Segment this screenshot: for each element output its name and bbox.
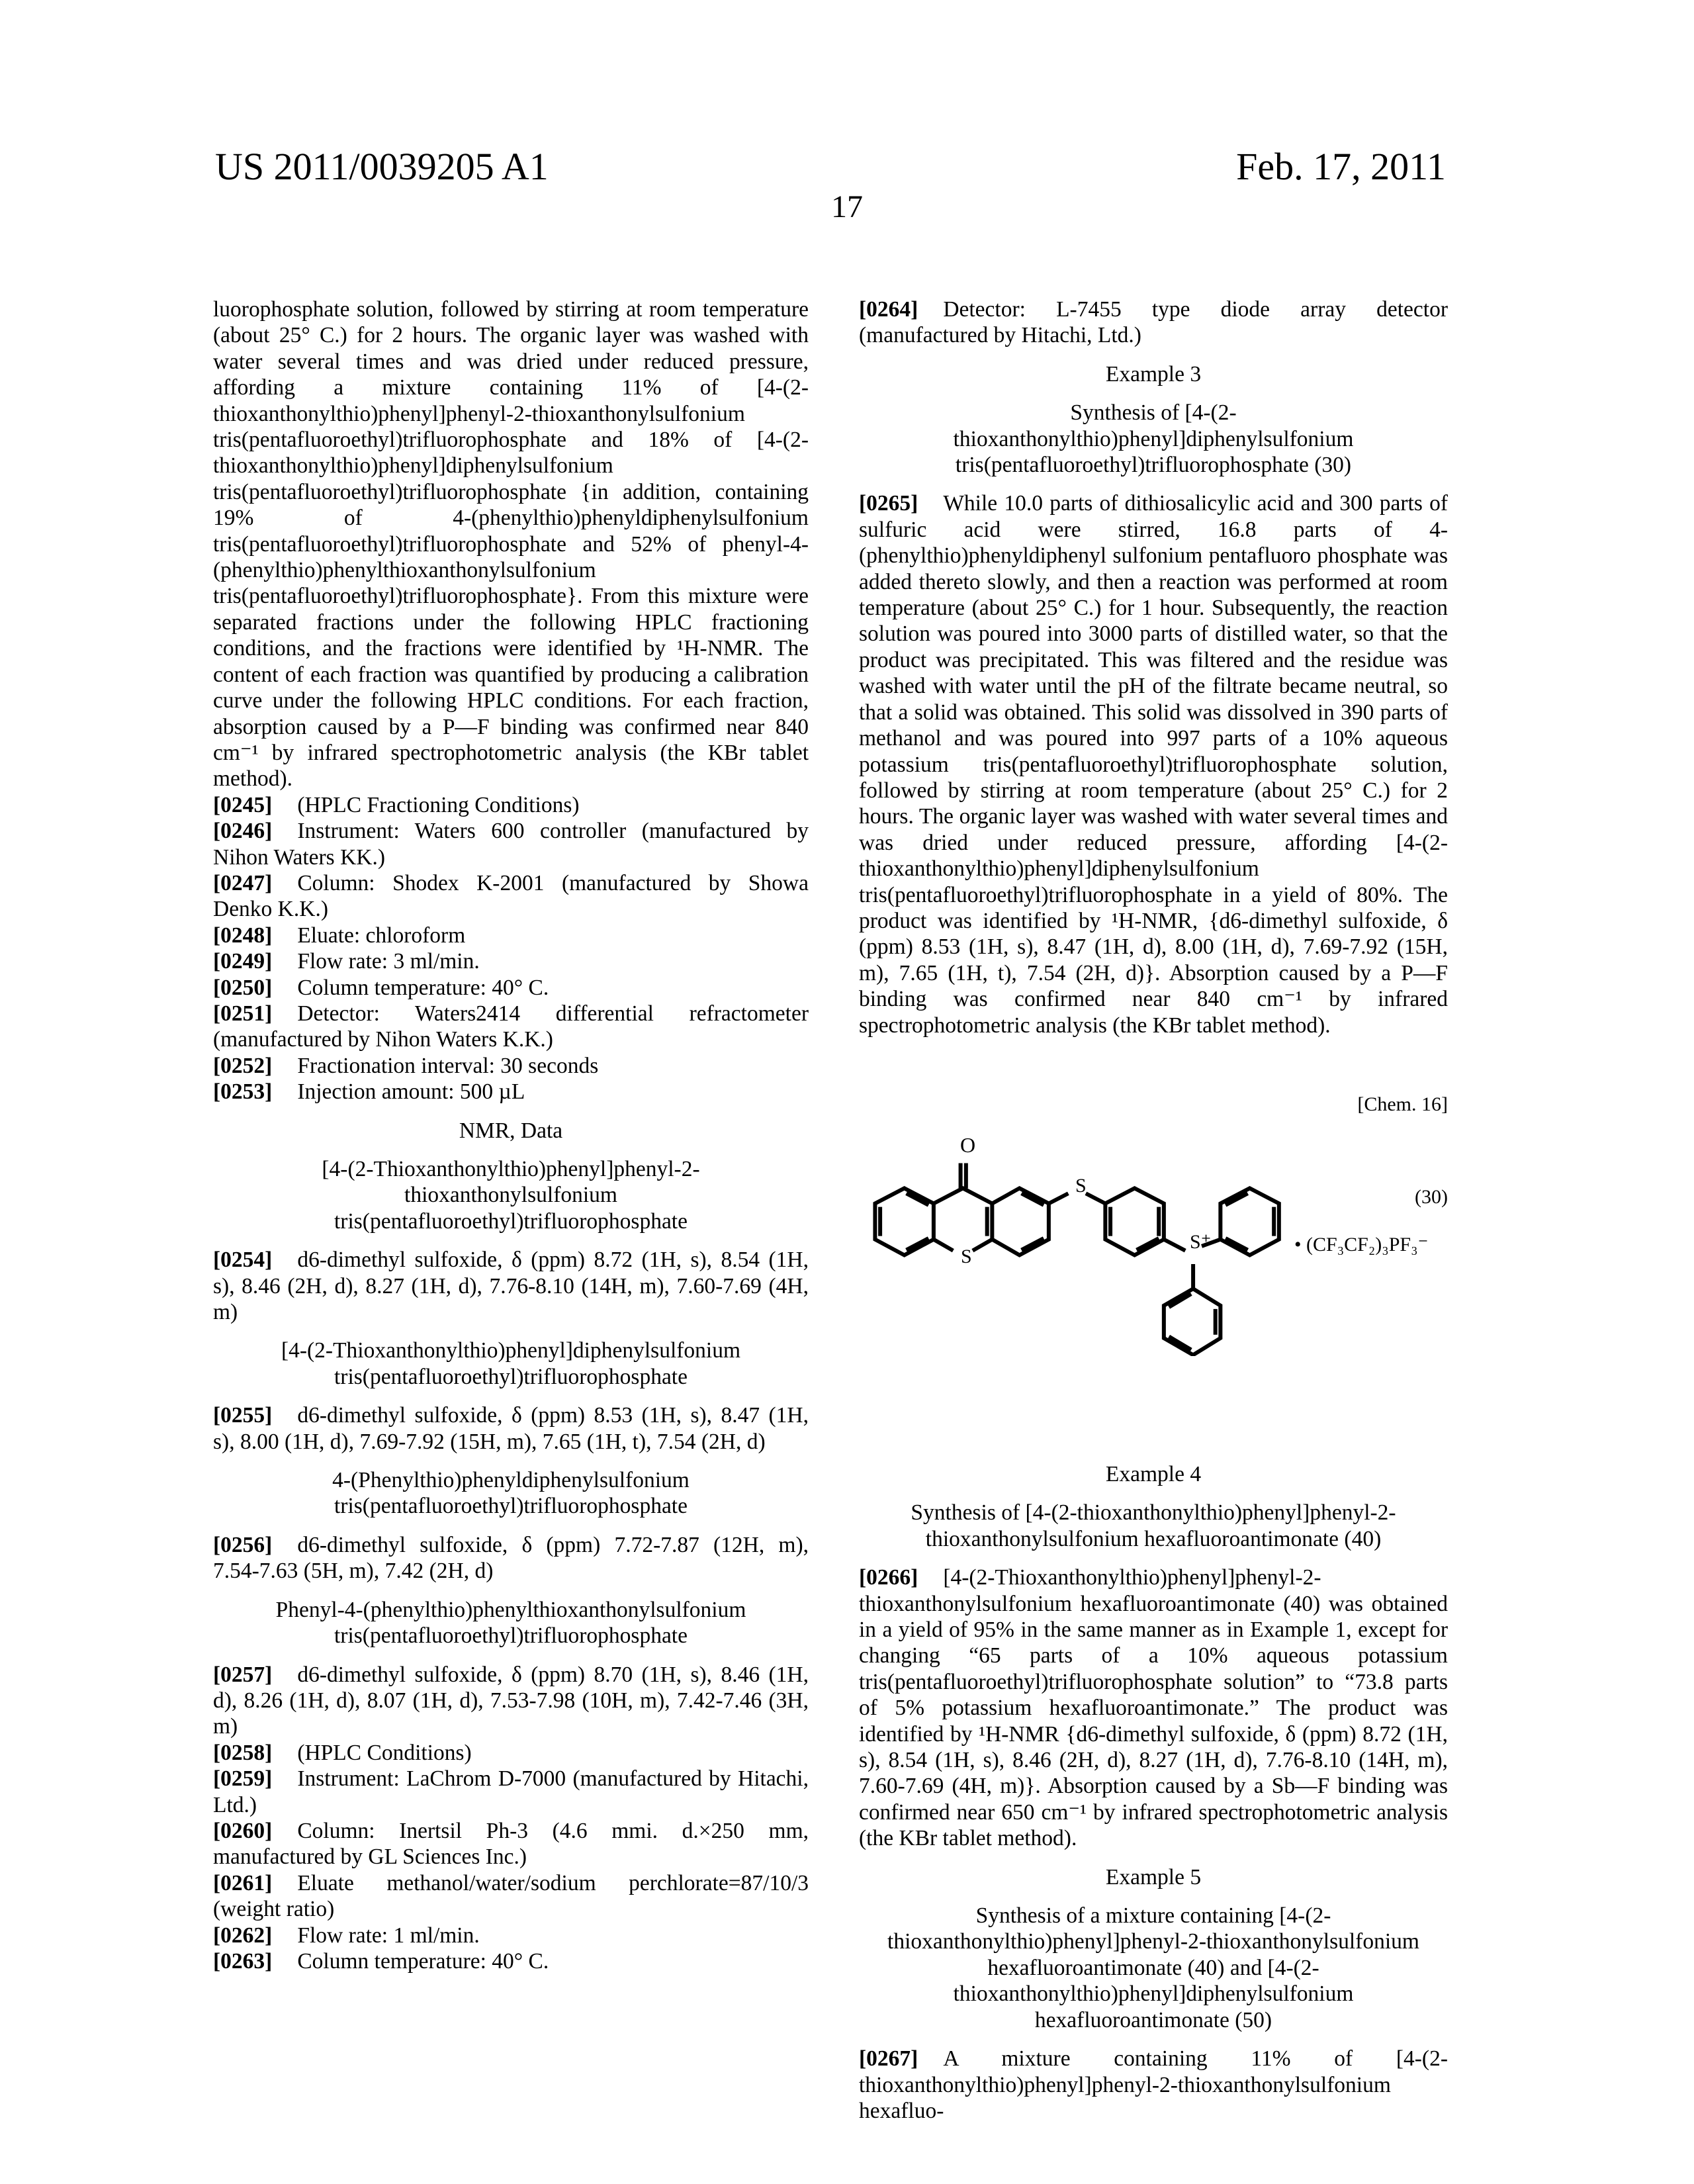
numbered-paragraph	[213, 1740, 809, 1766]
ring-b-top	[934, 1188, 992, 1203]
section-heading: Synthesis of a mixture containing [4-(2-thioxanthonylthio)phenyl]phenyl-2-thioxanthonylsulfonium hexafluoroantimonate (40) and [4-(2-thioxanthonylthio)phenyl]diphenylsulfonium hexafluoroantimonate (50)	[885, 1903, 1421, 2033]
numbered-paragraph	[213, 792, 809, 818]
numbered-paragraph	[213, 1766, 809, 1818]
section-heading: [4-(2-Thioxanthonylthio)phenyl]phenyl-2-thioxanthonylsulfonium tris(pentafluoroethyl)trifluorophosphate	[240, 1156, 782, 1234]
paragraph-number: [0260]	[213, 1819, 272, 1843]
ring-d	[1105, 1188, 1163, 1255]
numbered-paragraph	[213, 1247, 809, 1325]
paragraph-text: d6-dimethyl sulfoxide, δ (ppm) 8.53 (1H, s), 8.47 (1H, s), 8.00 (1H, d), 7.69-7.92 (15H, m), 7.65 (1H, t), 7.54 (2H, d)	[213, 1403, 809, 1453]
paragraph-number: [0256]	[213, 1533, 272, 1557]
atom-sulfur-ring: S	[961, 1244, 972, 1269]
paragraph-text: Flow rate: 3 ml/min.	[297, 949, 479, 974]
paragraph-number: [0253]	[213, 1079, 272, 1104]
section-heading: [4-(2-Thioxanthonylthio)phenyl]diphenylsulfonium tris(pentafluoroethyl)trifluorophosphate	[240, 1338, 782, 1390]
numbered-paragraph	[213, 1001, 809, 1053]
paragraph-text: d6-dimethyl sulfoxide, δ (ppm) 8.72 (1H, s), 8.54 (1H, s), 8.46 (2H, d), 8.27 (1H, d), 7.76-8.10 (14H, m), 7.60-7.69 (4H, m)	[213, 1248, 809, 1324]
ring-e	[1220, 1188, 1278, 1255]
left-column	[213, 296, 809, 1974]
paragraph-text: Flow rate: 1 ml/min.	[297, 1923, 479, 1948]
numbered-paragraph	[213, 975, 809, 1001]
paragraph-text: Column: Inertsil Ph-3 (4.6 mmi. d.×250 mm, manufactured by GL Sciences Inc.)	[213, 1819, 809, 1869]
section-heading: NMR, Data	[240, 1118, 782, 1144]
example-heading: Example 5	[859, 1864, 1448, 1890]
ring-a	[875, 1188, 933, 1255]
paragraph-text: Instrument: LaChrom D-7000 (manufactured by Hitachi, Ltd.)	[213, 1766, 809, 1817]
paragraph-text: Detector: Waters2414 differential refractometer (manufactured by Nihon Waters K.K.)	[213, 1001, 809, 1052]
paragraph-number: [0247]	[213, 871, 272, 895]
atom-sulfonium: S⁺	[1190, 1229, 1212, 1255]
numbered-paragraph	[213, 923, 809, 948]
paragraph-text: d6-dimethyl sulfoxide, δ (ppm) 8.70 (1H, s), 8.46 (1H, d), 8.26 (1H, d), 8.07 (1H, d), 7.53-7.98 (10H, m), 7.42-7.46 (3H, m)	[213, 1662, 809, 1739]
paragraph-text: While 10.0 parts of dithiosalicylic acid and 300 parts of sulfuric acid were stirred, 16.8 parts of 4-(phenylthio)phenyldiphenyl sulfonium pentafluoro phosphate was added thereto slowly, and then a reaction was performed at room temperature (about 25° C.) for 1 hour. Subsequently, the reaction solution was poured into 3000 parts of distilled water, so that the product was precipitated. This was filtered and the residue was washed with water until the pH of the filtrate became neutral, so that a solid was obtained. This solid was dissolved in 390 parts of methanol and was poured into 997 parts of a 10% aqueous potassium tris(pentafluoroethyl)trifluorophosphate solution, followed by stirring at room temperature (about 25° C.) for 2 hours. The organic layer was washed with water several times and was dried under reduced pressure, affording [4-(2-thioxanthonylthio)phenyl]diphenylsulfonium tris(pentafluoroethyl)trifluorophosphate in a yield of 80%. The product was identified by ¹H-NMR, {d6-dimethyl sulfoxide, δ (ppm) 8.53 (1H, s), 8.47 (1H, d), 8.00 (1H, d), 7.69-7.92 (15H, m), 7.65 (1H, t), 7.54 (2H, d)}. Absorption caused by a P—F binding was confirmed near 840 cm⁻¹ by infrared spectrophotometric analysis (the KBr tablet method).	[859, 491, 1448, 1037]
numbered-paragraph	[213, 818, 809, 870]
paragraph-number: [0259]	[213, 1766, 272, 1791]
paragraph-number: [0252]	[213, 1054, 272, 1078]
page-number: 17	[0, 189, 1694, 225]
paragraph-text: Detector: L-7455 type diode array detector (manufactured by Hitachi, Ltd.)	[859, 297, 1448, 347]
paragraph-number: [0257]	[213, 1662, 272, 1687]
right-bottom-text	[859, 1461, 1448, 2124]
paragraph-number: [0245]	[213, 793, 272, 817]
numbered-paragraph	[213, 1948, 809, 1974]
paragraph-number: [0262]	[213, 1923, 272, 1948]
numbered-paragraph	[213, 1923, 809, 1948]
paragraph-number: [0265]	[859, 491, 918, 516]
paragraph-number: [0251]	[213, 1001, 272, 1026]
paragraph-text: Instrument: Waters 600 controller (manufactured by Nihon Waters KK.)	[213, 819, 809, 869]
paragraph-text: (HPLC Conditions)	[297, 1741, 471, 1765]
paragraph-number: [0267]	[859, 2046, 918, 2071]
ring-c	[992, 1188, 1049, 1255]
numbered-paragraph	[213, 1532, 809, 1584]
section-heading: Phenyl-4-(phenylthio)phenylthioxanthonylsulfonium tris(pentafluoroethyl)trifluorophosphate	[240, 1597, 782, 1649]
paragraph-number: [0249]	[213, 949, 272, 974]
numbered-paragraph	[213, 1870, 809, 1923]
paragraph-text: (HPLC Fractioning Conditions)	[297, 793, 579, 817]
structure-drawing	[854, 1091, 1462, 1356]
publication-date: Feb. 17, 2011	[1236, 144, 1446, 189]
atom-sulfur-bridge: S	[1075, 1173, 1087, 1199]
numbered-paragraph	[213, 1079, 809, 1105]
numbered-paragraph	[213, 1402, 809, 1455]
section-heading: Synthesis of [4-(2-thioxanthonylthio)phenyl]phenyl-2-thioxanthonylsulfonium hexafluoroantimonate (40)	[885, 1500, 1421, 1552]
paragraph-number: [0255]	[213, 1403, 272, 1428]
ring-f	[1164, 1289, 1221, 1355]
paragraph-number: [0250]	[213, 976, 272, 1000]
paragraph-number: [0248]	[213, 923, 272, 948]
paragraph-number: [0266]	[859, 1565, 918, 1590]
paragraph-text: Injection amount: 500 µL	[297, 1079, 525, 1104]
section-heading: Synthesis of [4-(2-thioxanthonylthio)phenyl]diphenylsulfonium tris(pentafluoroethyl)trifluorophosphate (30)	[885, 400, 1421, 478]
paragraph-text: Column temperature: 40° C.	[297, 976, 549, 1000]
paragraph-number: [0263]	[213, 1949, 272, 1974]
atom-oxygen: O	[960, 1132, 975, 1158]
numbered-paragraph	[213, 1662, 809, 1740]
paragraph-number: [0258]	[213, 1741, 272, 1765]
paragraph-number: [0261]	[213, 1871, 272, 1895]
numbered-paragraph	[213, 948, 809, 974]
paragraph-text: Fractionation interval: 30 seconds	[297, 1054, 598, 1078]
numbered-paragraph	[859, 490, 1448, 1038]
paragraph-text: Column temperature: 40° C.	[297, 1949, 549, 1974]
publication-number: US 2011/0039205 A1	[215, 144, 549, 189]
example-heading: Example 4	[859, 1461, 1448, 1487]
section-heading: 4-(Phenylthio)phenyldiphenylsulfonium tris(pentafluoroethyl)trifluorophosphate	[240, 1467, 782, 1520]
chem-label: [Chem. 16]	[1357, 1091, 1448, 1117]
counter-anion: • (CF₃CF₂)₃PF₃⁻	[1294, 1232, 1428, 1257]
right-column	[859, 296, 1448, 2124]
paragraph-text: Column: Shodex K-2001 (manufactured by Showa Denko K.K.)	[213, 871, 809, 921]
paragraph-text: Eluate: chloroform	[297, 923, 465, 948]
paragraph-text: A mixture containing 11% of [4-(2-thioxanthonylthio)phenyl]phenyl-2-thioxanthonylsulfonium hexafluo-	[859, 2046, 1448, 2123]
right-top-text	[859, 296, 1448, 1038]
numbered-paragraph	[859, 1565, 1448, 1851]
numbered-paragraph	[213, 870, 809, 923]
numbered-paragraph	[859, 296, 1448, 349]
compound-number: (30)	[1415, 1184, 1448, 1210]
numbered-paragraph	[213, 1053, 809, 1079]
chemical-structure-30	[859, 1078, 1448, 1449]
numbered-paragraph	[213, 1818, 809, 1870]
example-heading: Example 3	[859, 361, 1448, 387]
paragraph-number: [0254]	[213, 1248, 272, 1272]
paragraph-text: Eluate methanol/water/sodium perchlorate=87/10/3 (weight ratio)	[213, 1871, 809, 1921]
paragraph-text: [4-(2-Thioxanthonylthio)phenyl]phenyl-2-thioxanthonylsulfonium hexafluoroantimonate (40) was obtained in a yield of 95% in the same manner as in Example 1, except for changing “65 parts of a 10% aqueous potassium tris(pentafluoroethyl)trifluorophosphate solution” to “73.8 parts of 5% potassium hexafluoroantimonate.” The product was identified by ¹H-NMR {d6-dimethyl sulfoxide, δ (ppm) 8.72 (1H, s), 8.54 (1H, s), 8.46 (2H, d), 8.27 (1H, d), 7.76-8.10 (14H, m), 7.60-7.69 (4H, m)}. Absorption caused by a Sb—F binding was confirmed near 650 cm⁻¹ by infrared spectrophotometric analysis (the KBr tablet method).	[859, 1565, 1448, 1850]
paragraph: luorophosphate solution, followed by stirring at room temperature (about 25° C.) for 2 hours. The organic layer was washed with water several times and was dried under reduced pressure, affording a mixture containing 11% of [4-(2-thioxanthonylthio)phenyl]phenyl-2-thioxanthonylsulfonium tris(pentafluoroethyl)trifluorophosphate and 18% of [4-(2-thioxanthonylthio)phenyl]diphenylsulfonium tris(pentafluoroethyl)trifluorophosphate {in addition, containing 19% of 4-(phenylthio)phenyldiphenylsulfonium tris(pentafluoroethyl)trifluorophosphate and 52% of phenyl-4-(phenylthio)phenylthioxanthonylsulfonium tris(pentafluoroethyl)trifluorophosphate}. From this mixture were separated fractions under the following HPLC fractioning conditions, and the fractions were identified by ¹H-NMR. The content of each fraction was quantified by producing a calibration curve under the following HPLC conditions. For each fraction, absorption caused by a P—F binding was confirmed near 840 cm⁻¹ by infrared spectrophotometric analysis (the KBr tablet method).	[213, 296, 809, 792]
paragraph-number: [0264]	[859, 297, 918, 322]
paragraph-text: d6-dimethyl sulfoxide, δ (ppm) 7.72-7.87 (12H, m), 7.54-7.63 (5H, m), 7.42 (2H, d)	[213, 1533, 809, 1583]
numbered-paragraph	[859, 2046, 1448, 2124]
paragraph-number: [0246]	[213, 819, 272, 843]
